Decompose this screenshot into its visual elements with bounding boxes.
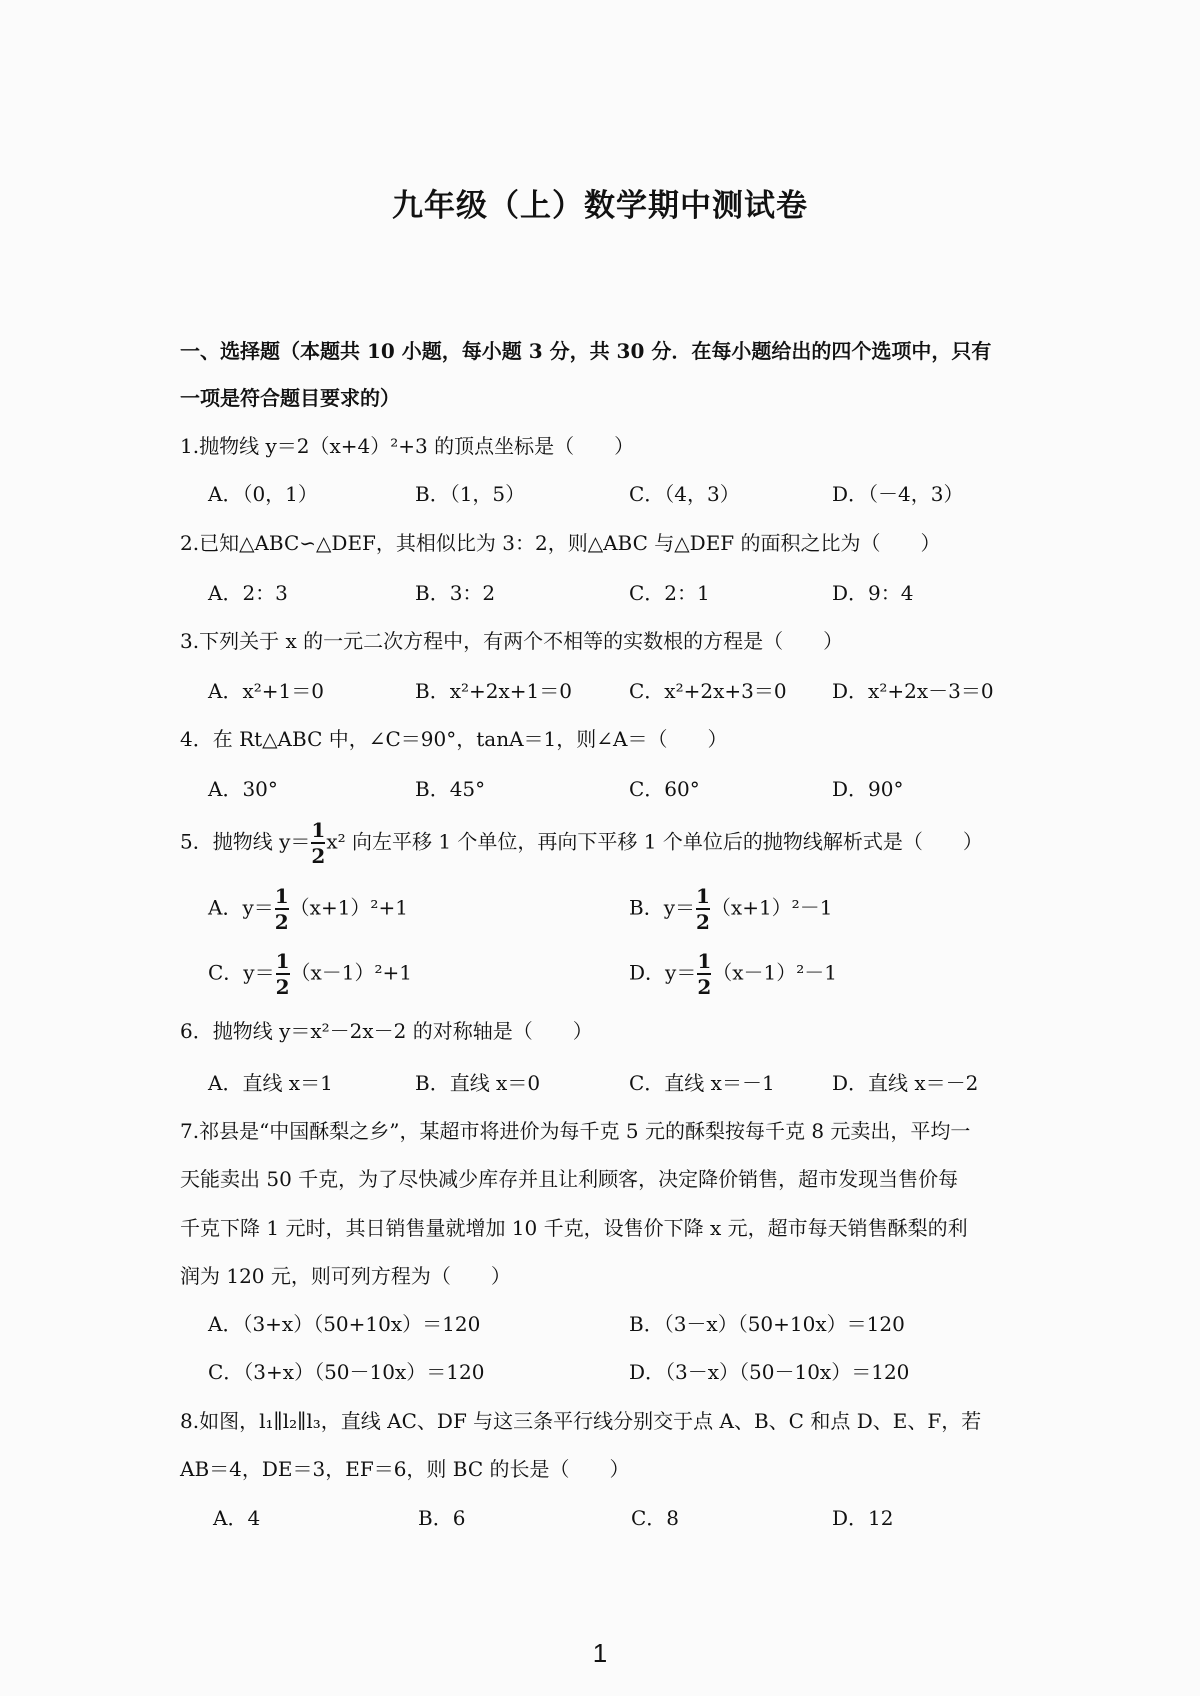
question-7-stem-line-2: 天能卖出 50 千克，为了尽快减少库存并且让利顾客，决定降价销售，超市发现当售价每 (180, 1167, 959, 1191)
page-number: 1 (592, 1638, 608, 1668)
question-2-stem: 2.已知△ABC∽△DEF，其相似比为 3：2，则△ABC 与△DEF 的面积之比为（ ） (180, 531, 941, 555)
option-label: D．y＝ (629, 960, 697, 985)
fraction-numerator: 1 (311, 818, 326, 842)
question-6-option-a: A．直线 x＝1 (208, 1071, 333, 1095)
question-6-stem: 6．抛物线 y＝x²－2x－2 的对称轴是（ ） (180, 1019, 593, 1043)
question-2-option-d: D．9：4 (832, 581, 914, 605)
fraction-denominator: 2 (697, 974, 712, 999)
section-heading-line-1: 一、选择题（本题共 10 小题，每小题 3 分，共 30 分．在每小题给出的四个选项中，只有 (180, 339, 992, 363)
question-1-option-b: B．（1，5） (415, 482, 526, 506)
fraction-numerator: 1 (275, 949, 290, 973)
option-expression: （x+1）²－1 (710, 895, 833, 920)
option-fraction (276, 951, 290, 997)
fraction-denominator: 2 (275, 974, 290, 999)
question-3-stem: 3.下列关于 x 的一元二次方程中，有两个不相等的实数根的方程是（ ） (180, 629, 844, 653)
question-5-stem-prefix: 5．抛物线 y＝ (180, 829, 311, 854)
question-2-option-b: B．3：2 (415, 581, 496, 605)
question-3-option-a: A．x²+1＝0 (208, 679, 324, 703)
question-6-option-d: D．直线 x＝－2 (832, 1071, 979, 1095)
option-label: A．y＝ (208, 895, 274, 920)
option-label: B．y＝ (629, 895, 695, 920)
option-fraction (696, 886, 710, 932)
section-heading-line-2: 一项是符合题目要求的） (180, 386, 400, 410)
option-fraction (697, 951, 711, 997)
question-7-stem-line-4: 润为 120 元，则可列方程为（ ） (180, 1264, 511, 1288)
option-fraction (275, 886, 289, 932)
question-1-option-a: A．（0，1） (208, 482, 318, 506)
question-8-option-d: D．12 (832, 1506, 894, 1530)
option-expression: （x－1）²－1 (712, 960, 838, 985)
fraction-denominator: 2 (696, 909, 710, 934)
question-5-option-c (208, 951, 412, 997)
fraction-numerator: 1 (274, 884, 289, 908)
question-7-stem-line-3: 千克下降 1 元时，其日销售量就增加 10 千克，设售价下降 x 元，超市每天销售酥梨的利 (180, 1216, 968, 1240)
question-4-option-d: D．90° (832, 777, 904, 801)
question-7-option-d: D．（3－x）（50－10x）＝120 (629, 1360, 910, 1384)
exam-title: 九年级（上）数学期中测试卷 (392, 188, 808, 224)
question-1-stem: 1.抛物线 y＝2（x+4）²+3 的顶点坐标是（ ） (180, 434, 635, 458)
question-7-option-b: B．（3－x）（50+10x）＝120 (629, 1312, 905, 1336)
fraction-denominator: 2 (311, 843, 326, 868)
question-3-option-b: B．x²+2x+1＝0 (415, 679, 572, 703)
question-8-stem-line-2: AB＝4，DE＝3，EF＝6，则 BC 的长是（ ） (180, 1457, 630, 1481)
question-7-option-a: A．（3+x）（50+10x）＝120 (208, 1312, 481, 1336)
question-8-stem-line-1: 8.如图，l₁∥l₂∥l₃，直线 AC、DF 与这三条平行线分别交于点 A、B、C 和点 D、E、F，若 (180, 1409, 982, 1433)
question-6-option-b: B．直线 x＝0 (415, 1071, 541, 1095)
question-8-option-c: C．8 (631, 1506, 680, 1530)
fraction-denominator: 2 (274, 909, 289, 934)
fraction-numerator: 1 (696, 884, 710, 908)
question-5-option-b (629, 886, 832, 932)
option-expression: （x+1）²+1 (289, 895, 408, 920)
question-1-option-d: D．（－4，3） (832, 482, 964, 506)
question-4-stem: 4．在 Rt△ABC 中，∠C＝90°，tanA＝1，则∠A＝（ ） (180, 727, 728, 751)
question-4-option-a: A．30° (208, 777, 278, 801)
question-6-option-c: C．直线 x＝－1 (629, 1071, 775, 1095)
question-8-option-b: B．6 (418, 1506, 466, 1530)
question-2-option-c: C．2：1 (629, 581, 710, 605)
question-5-stem (180, 820, 1060, 866)
question-5-option-d (629, 951, 837, 997)
question-5-stem-suffix: x² 向左平移 1 个单位，再向下平移 1 个单位后的抛物线解析式是（ ） (326, 829, 983, 854)
question-4-option-b: B．45° (415, 777, 486, 801)
question-1-option-c: C．（4，3） (629, 482, 740, 506)
question-3-option-d: D．x²+2x－3＝0 (832, 679, 994, 703)
question-8-option-a: A．4 (213, 1506, 261, 1530)
question-7-option-c: C．（3+x）（50－10x）＝120 (208, 1360, 485, 1384)
option-expression: （x－1）²+1 (290, 960, 413, 985)
fraction-numerator: 1 (697, 949, 712, 973)
question-7-stem-line-1: 7.祁县是“中国酥梨之乡”，某超市将进价为每千克 5 元的酥梨按每千克 8 元卖出，平均一 (180, 1119, 971, 1143)
question-5-option-a (208, 886, 408, 932)
question-4-option-c: C．60° (629, 777, 700, 801)
question-2-option-a: A．2：3 (208, 581, 288, 605)
option-label: C．y＝ (208, 960, 275, 985)
question-5-fraction (311, 820, 325, 866)
question-3-option-c: C．x²+2x+3＝0 (629, 679, 787, 703)
